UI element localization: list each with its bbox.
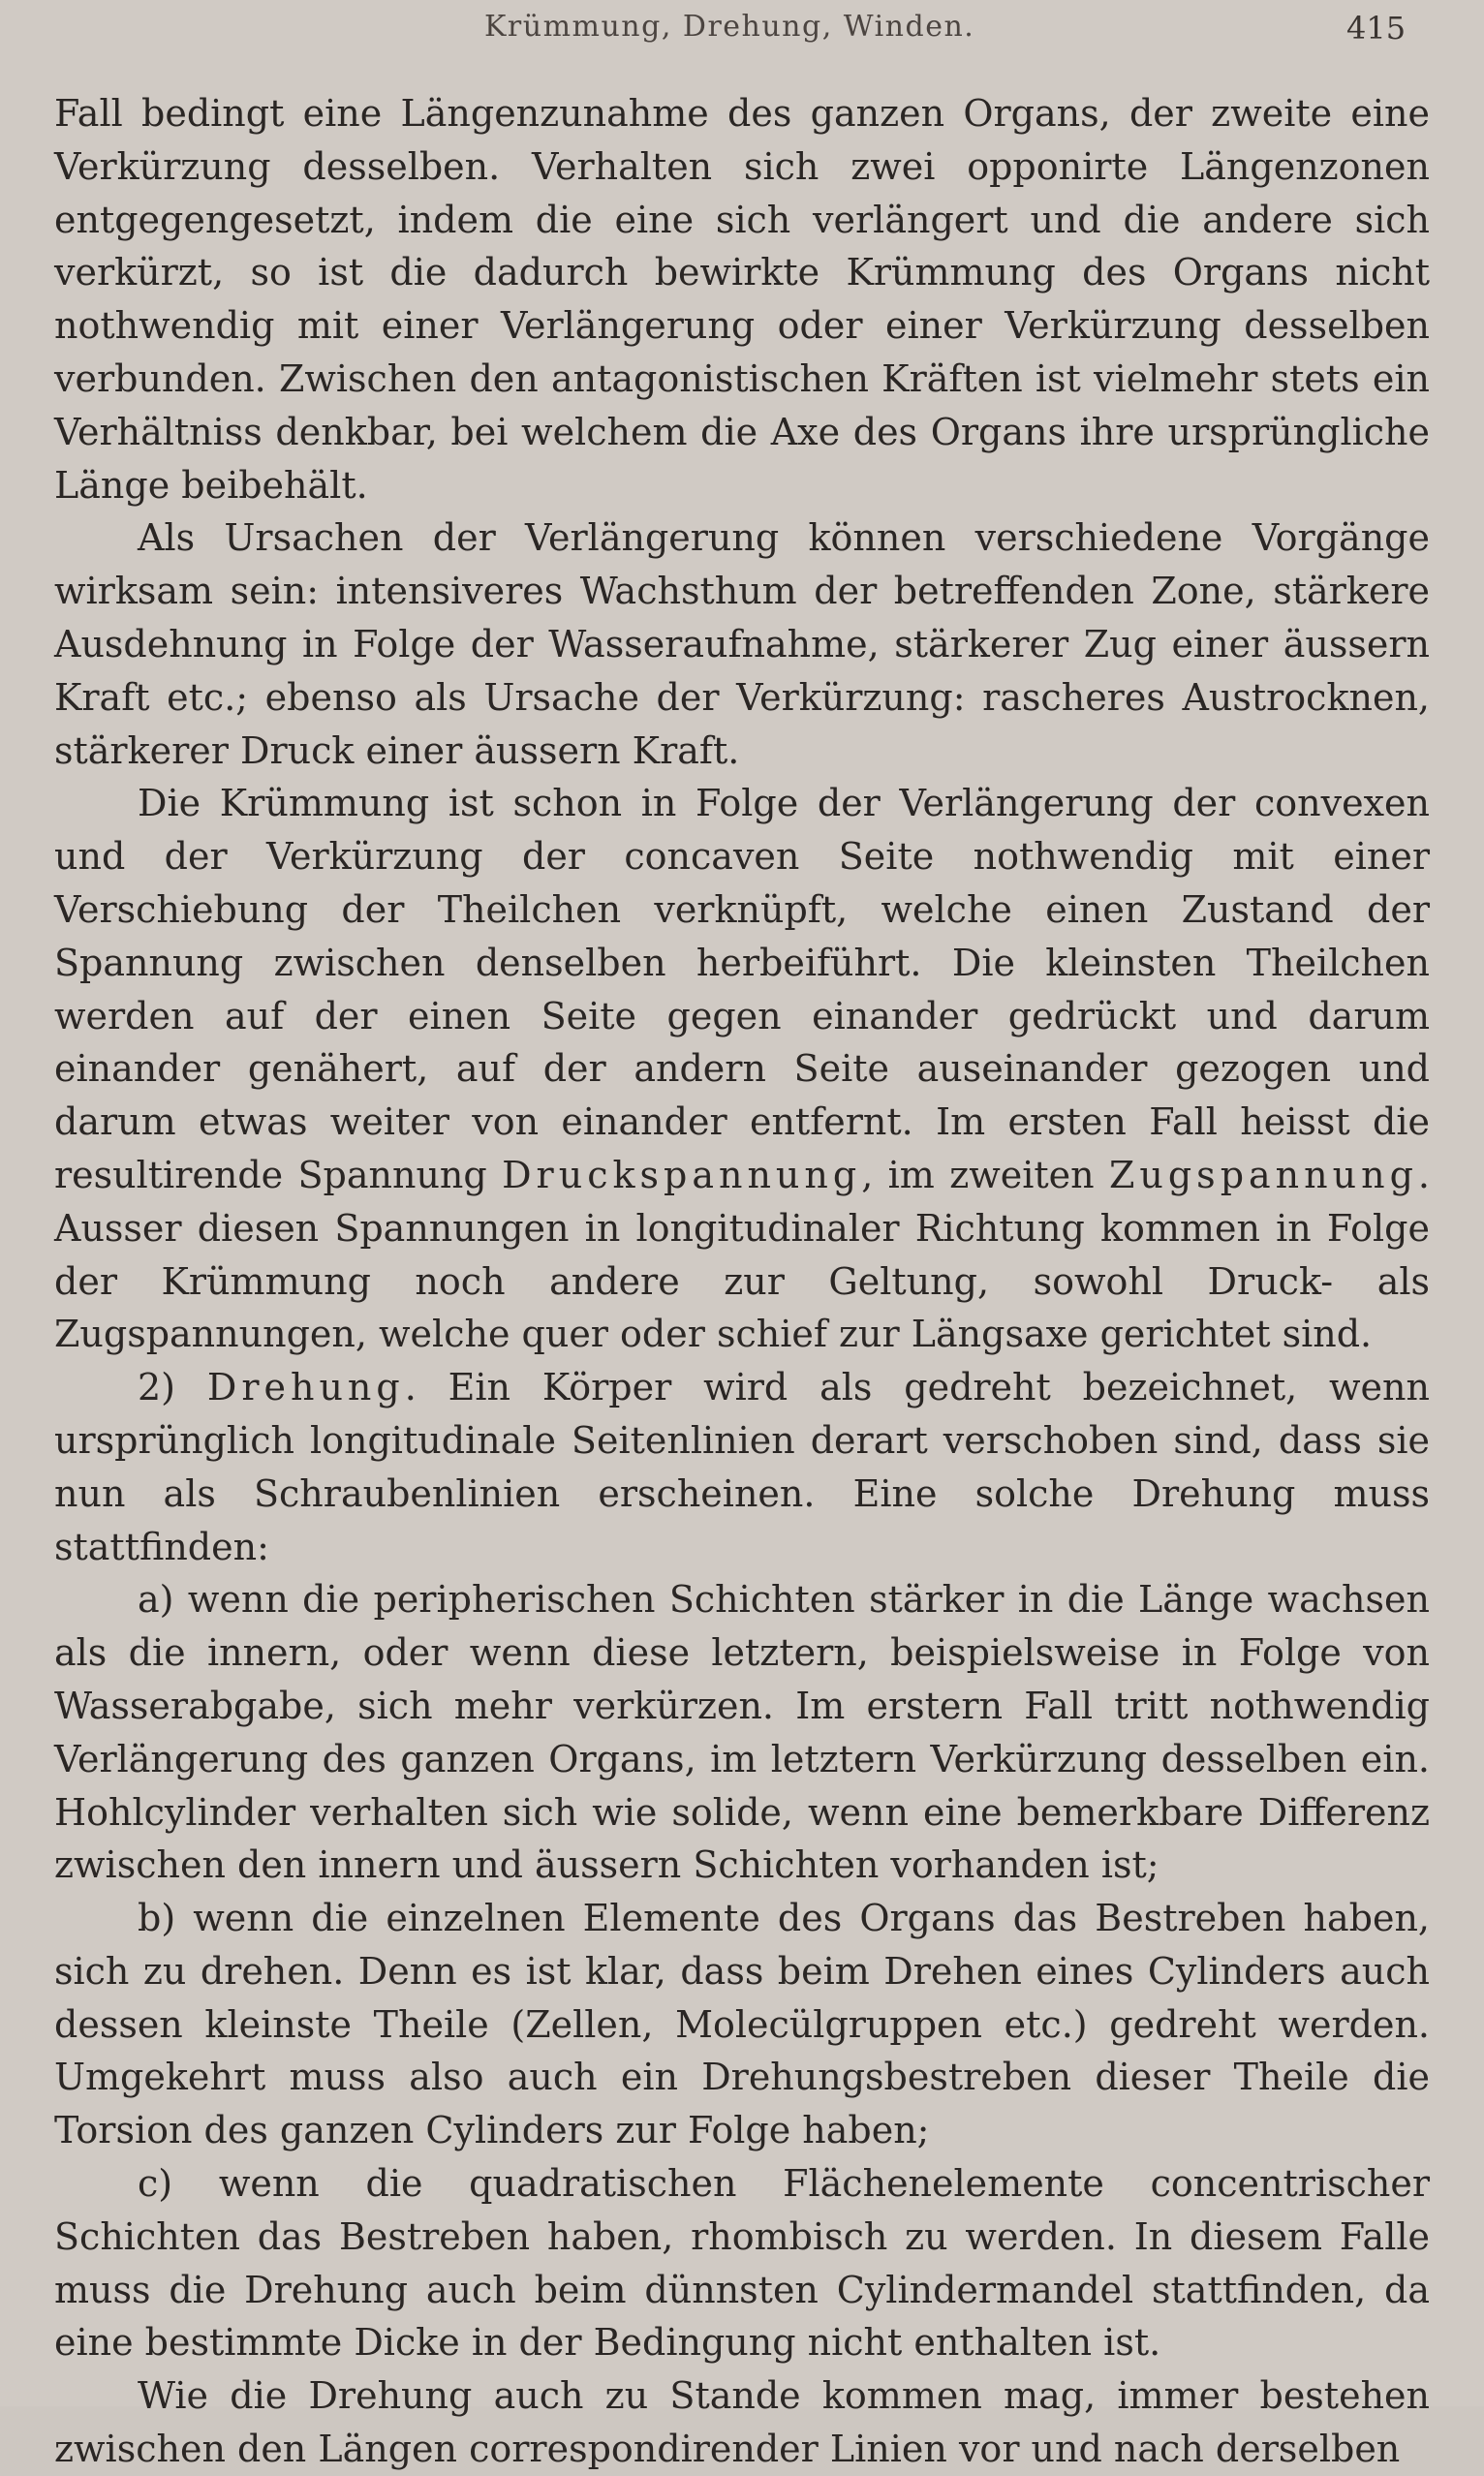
section-number: 2) <box>138 1366 176 1409</box>
paragraph-text: Die Krümmung ist schon in Folge der Verlängerung der convexen und der Verkürzung der concaven Seite nothwendig mit einer Verschiebung der Theilchen verknüpft, welche einen Zustand der Spannung zwischen denselben herbeiführt. Die kleinsten Theilchen werden auf der einen Seite gegen einander gedrückt und darum einander genähert, auf der andern Seite auseinander gezogen und darum etwas weiter von einander entfernt. Im ersten Fall heisst die resultirende Spannung <box>54 782 1430 1196</box>
paragraph-text: . Ausser diesen Spannungen in longitudinaler Richtung kommen in Folge der Krümmung noch andere zur Geltung, sowohl Druck- als Zugspannungen, welche quer oder schief zur Längsaxe gerichtet sind. <box>54 1153 1430 1356</box>
paragraph-text: . Ein Körper wird als gedreht bezeichnet, wenn ursprünglich longitudinale Seitenlinien derart verschoben sind, dass sie nun als Schraubenlinien erscheinen. Eine solche Drehung muss stattfinden: <box>54 1366 1430 1568</box>
paragraph-fall-bedingt <box>54 87 1430 511</box>
paragraph-text: Fall bedingt eine Längenzunahme des ganzen Organs, der zweite eine Verkürzung desselben. Verhalten sich zwei opponirte Längenzonen entgegengesetzt, indem die eine sich verlängert und die andere sich verkürzt, so ist die dadurch bewirkte Krümmung des Organs nicht nothwendig mit einer Verlängerung oder einer Verkürzung desselben verbunden. Zwischen den antagonistischen Kräften ist vielmehr stets ein Verhältniss denkbar, bei welchem die Axe des Organs ihre ursprüngliche Länge beibehält. <box>54 92 1430 507</box>
paragraph-text: , im zweiten <box>861 1153 1109 1196</box>
paragraph-text: Wie die Drehung auch zu Stande kommen mag, immer bestehen zwischen den Längen correspondirender Linien vor und nach derselben <box>54 2374 1430 2471</box>
list-item-b <box>54 1892 1430 2157</box>
term-drehung: Drehung <box>206 1366 405 1409</box>
paragraph-wie-die-drehung <box>54 2369 1430 2476</box>
paragraph-text: Als Ursachen der Verlängerung können verschiedene Vorgänge wirksam sein: intensiveres Wachsthum der betreffenden Zone, stärkere Ausdehnung in Folge der Wasseraufnahme, stärkerer Zug einer äussern Kraft etc.; ebenso als Ursache der Verkürzung: rascheres Austrocknen, stärkerer Druck einer äussern Kraft. <box>54 516 1430 772</box>
term-druckspannung: Druckspannung <box>502 1153 862 1196</box>
running-title: Krümmung, Drehung, Winden. <box>484 10 975 44</box>
paragraph-text: a) wenn die peripherischen Schichten stärker in die Länge wachsen als die innern, oder wenn diese letztern, beispielsweise in Folge von Wasserabgabe, sich mehr verkürzen. Im erstern Fall tritt nothwendig Verlängerung des ganzen Organs, im letztern Verkürzung desselben ein. Hohlcylinder verhalten sich wie solide, wenn eine bemerkbare Differenz zwischen den innern und äussern Schichten vorhanden ist; <box>54 1578 1430 1887</box>
list-item-a <box>54 1573 1430 1892</box>
page-number: 415 <box>1346 10 1407 46</box>
term-zugspannung: Zugspannung <box>1108 1153 1418 1196</box>
paragraph-text: c) wenn die quadratischen Flächenelemente concentrischer Schichten das Bestreben haben, rhombisch zu werden. In diesem Falle muss die Drehung auch beim dünnsten Cylindermandel stattfinden, da eine bestimmte Dicke in der Bedingung nicht enthalten ist. <box>54 2162 1430 2365</box>
paragraph-kruemmung-spannung <box>54 777 1430 1361</box>
paragraph-drehung <box>54 1361 1430 1573</box>
paragraph-text: b) wenn die einzelnen Elemente des Organs das Bestreben haben, sich zu drehen. Denn es ist klar, dass beim Drehen eines Cylinders auch dessen kleinste Theile (Zellen, Molecülgruppen etc.) gedreht werden. Umgekehrt muss also auch ein Drehungsbestreben dieser Theile die Torsion des ganzen Cylinders zur Folge haben; <box>54 1897 1430 2152</box>
list-item-c <box>54 2157 1430 2369</box>
body-text <box>54 87 1430 2476</box>
paragraph-ursachen-verlaengerung <box>54 511 1430 777</box>
page-header <box>0 10 1484 48</box>
